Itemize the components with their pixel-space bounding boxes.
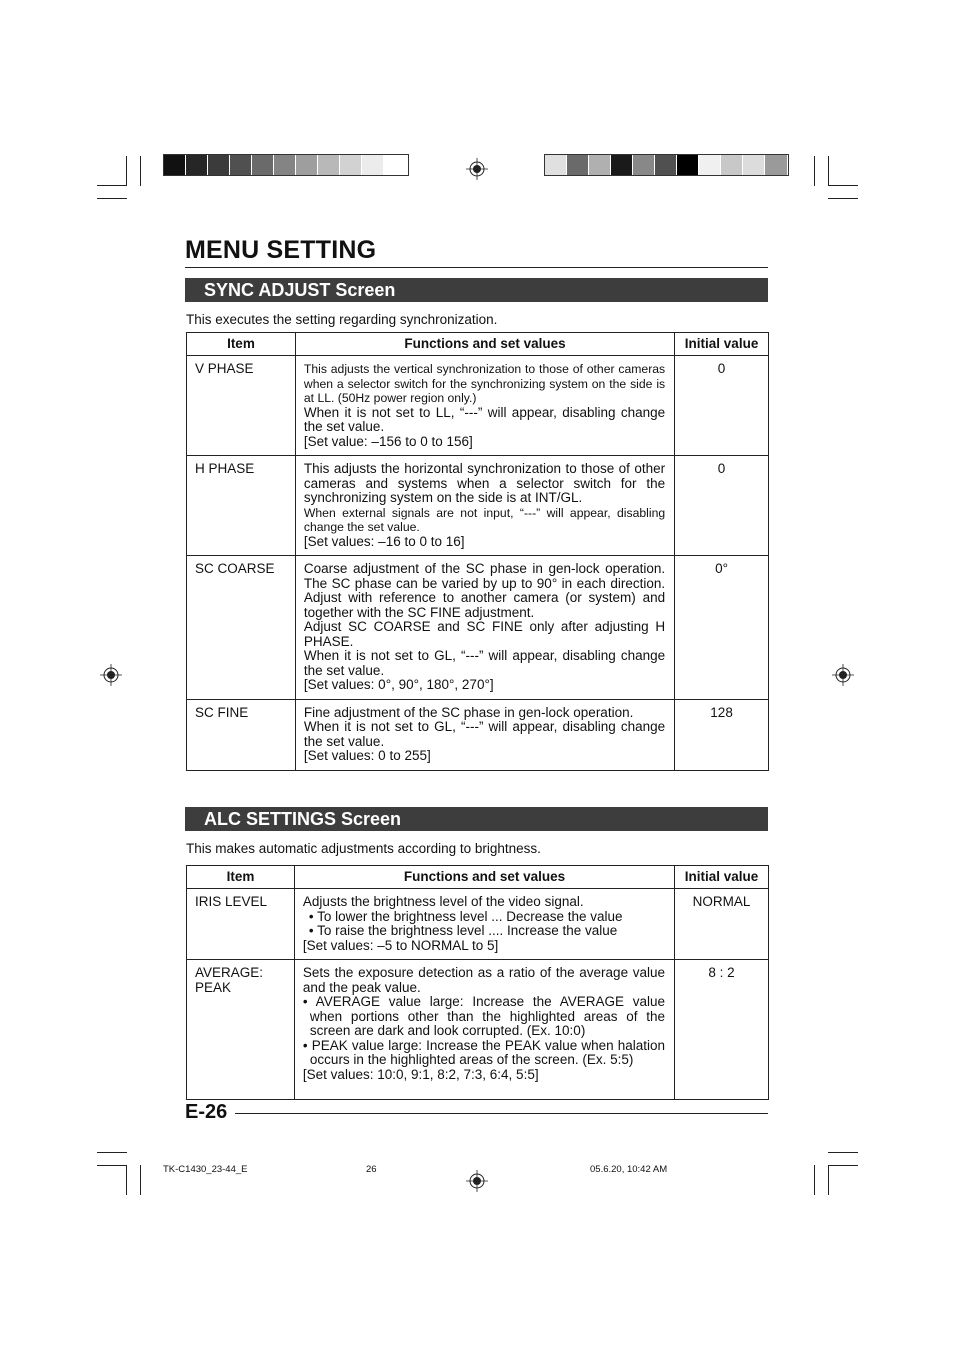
section-intro-sync: This executes the setting regarding synchronization. bbox=[186, 312, 498, 327]
function-text: • To lower the brightness level ... Decrease the value bbox=[308, 908, 623, 924]
column-header-functions: Functions and set values bbox=[295, 333, 674, 356]
color-strip-right bbox=[544, 154, 789, 176]
function-cell bbox=[294, 889, 674, 960]
function-cell bbox=[295, 456, 674, 556]
page-number: E-26 bbox=[185, 1101, 228, 1123]
title-rule bbox=[185, 267, 768, 268]
table-row bbox=[187, 356, 769, 456]
function-text: • To raise the brightness level .... Increase the value bbox=[308, 923, 618, 938]
initial-value-cell: NORMAL bbox=[675, 889, 769, 960]
item-cell bbox=[187, 960, 295, 1100]
crop-mark bbox=[814, 1165, 815, 1195]
column-header-functions: Functions and set values bbox=[294, 866, 674, 889]
column-header-initial: Initial value bbox=[675, 866, 769, 889]
crop-mark bbox=[140, 1165, 141, 1195]
function-text: Fine adjustment of the SC phase in gen-lock operation. bbox=[303, 704, 634, 720]
crop-mark bbox=[126, 156, 127, 186]
crop-mark bbox=[814, 156, 815, 186]
crop-mark bbox=[828, 1165, 858, 1166]
function-text: [Set value: –156 to 0 to 156] bbox=[303, 433, 473, 449]
function-text: [Set values: –16 to 0 to 16] bbox=[303, 533, 465, 549]
color-strip-left bbox=[163, 154, 409, 176]
function-text: • AVERAGE value large: Increase the AVERAGE value when portions other than the highlighted areas of the screen are dark and look corrupted. (Ex. 10:0) bbox=[302, 994, 666, 1038]
function-text: [Set values: 10:0, 9:1, 8:2, 7:3, 6:4, 5:5] bbox=[302, 1066, 539, 1082]
column-header-initial: Initial value bbox=[675, 333, 769, 356]
section-heading-alc: ALC SETTINGS Screen bbox=[185, 807, 768, 831]
item-cell: SC COARSE bbox=[187, 556, 296, 700]
function-text: • PEAK value large: Increase the PEAK value when halation occurs in the highlighted areas of the screen. (Ex. 5:5) bbox=[302, 1037, 666, 1067]
function-cell bbox=[295, 356, 674, 456]
function-text: Coarse adjustment of the SC phase in gen-lock operation. The SC phase can be varied by up to 90° in each direction. Adjust with reference to another camera (or system) and together with the SC FINE adjustment. bbox=[303, 561, 666, 620]
table-row bbox=[187, 960, 769, 1100]
page-number-rule bbox=[235, 1113, 768, 1114]
crop-mark bbox=[97, 1152, 127, 1153]
function-cell bbox=[294, 960, 674, 1100]
crop-mark bbox=[828, 156, 829, 186]
table-header-row bbox=[187, 866, 769, 889]
table-header-row bbox=[187, 333, 769, 356]
function-text: When it is not set to LL, “---” will appear, disabling change the set value. bbox=[303, 404, 666, 434]
crop-mark bbox=[97, 185, 127, 186]
function-text: Sets the exposure detection as a ratio of the average value and the peak value. bbox=[302, 965, 666, 995]
function-text: [Set values: –5 to NORMAL to 5] bbox=[302, 937, 499, 953]
crop-mark bbox=[828, 185, 858, 186]
initial-value-cell: 0° bbox=[675, 556, 769, 700]
footer-sheet-number: 26 bbox=[366, 1164, 377, 1175]
section-intro-alc: This makes automatic adjustments according to brightness. bbox=[186, 841, 541, 856]
function-cell bbox=[295, 699, 674, 770]
function-text: This adjusts the vertical synchronization to those of other cameras when a selector switch for the synchronizing system on the side is at LL. (50Hz power region only.) bbox=[303, 362, 666, 405]
function-text: This adjusts the horizontal synchronization to those of other cameras and systems when a selector switch for the synchronizing system on the side is at INT/GL. bbox=[303, 461, 666, 505]
function-text: When external signals are not input, “---” will appear, disabling change the set value. bbox=[303, 505, 666, 534]
crop-mark bbox=[97, 1165, 127, 1166]
item-text: AVERAGE: bbox=[195, 965, 264, 980]
crop-mark bbox=[828, 1152, 858, 1153]
footer-timestamp: 05.6.20, 10:42 AM bbox=[590, 1164, 668, 1175]
section-heading-sync: SYNC ADJUST Screen bbox=[185, 278, 768, 302]
function-text: When it is not set to GL, “---” will appear, disabling change the set value. bbox=[303, 648, 666, 678]
table-row bbox=[187, 699, 769, 770]
column-header-item: Item bbox=[187, 333, 296, 356]
initial-value-cell: 8 : 2 bbox=[675, 960, 769, 1100]
item-cell: H PHASE bbox=[187, 456, 296, 556]
sync-table bbox=[186, 332, 769, 771]
function-text: Adjusts the brightness level of the video signal. bbox=[302, 894, 584, 909]
initial-value-cell: 0 bbox=[675, 356, 769, 456]
crop-mark bbox=[828, 198, 858, 199]
function-text: [Set values: 0 to 255] bbox=[303, 748, 431, 763]
initial-value-cell: 0 bbox=[675, 456, 769, 556]
page-title: MENU SETTING bbox=[185, 236, 377, 264]
table-row bbox=[187, 889, 769, 960]
item-cell: V PHASE bbox=[187, 356, 296, 456]
crop-mark bbox=[97, 198, 127, 199]
registration-mark-icon bbox=[832, 664, 854, 686]
table-row bbox=[187, 556, 769, 700]
function-text: When it is not set to GL, “---” will appear, disabling change the set value. bbox=[303, 719, 666, 749]
column-header-item: Item bbox=[187, 866, 295, 889]
item-cell: SC FINE bbox=[187, 699, 296, 770]
crop-mark bbox=[140, 156, 141, 186]
registration-mark-icon bbox=[100, 664, 122, 686]
function-cell bbox=[295, 556, 674, 700]
function-text: [Set values: 0°, 90°, 180°, 270°] bbox=[303, 677, 494, 692]
footer-file-name: TK-C1430_23-44_E bbox=[163, 1164, 248, 1175]
item-text: PEAK bbox=[195, 979, 232, 995]
crop-mark bbox=[828, 1165, 829, 1195]
registration-mark-icon bbox=[466, 1170, 488, 1192]
registration-mark-icon bbox=[466, 158, 488, 180]
table-row bbox=[187, 456, 769, 556]
alc-table bbox=[186, 865, 769, 1100]
crop-mark bbox=[126, 1165, 127, 1195]
item-cell: IRIS LEVEL bbox=[187, 889, 295, 960]
initial-value-cell: 128 bbox=[675, 699, 769, 770]
function-text: Adjust SC COARSE and SC FINE only after adjusting H PHASE. bbox=[303, 619, 666, 649]
